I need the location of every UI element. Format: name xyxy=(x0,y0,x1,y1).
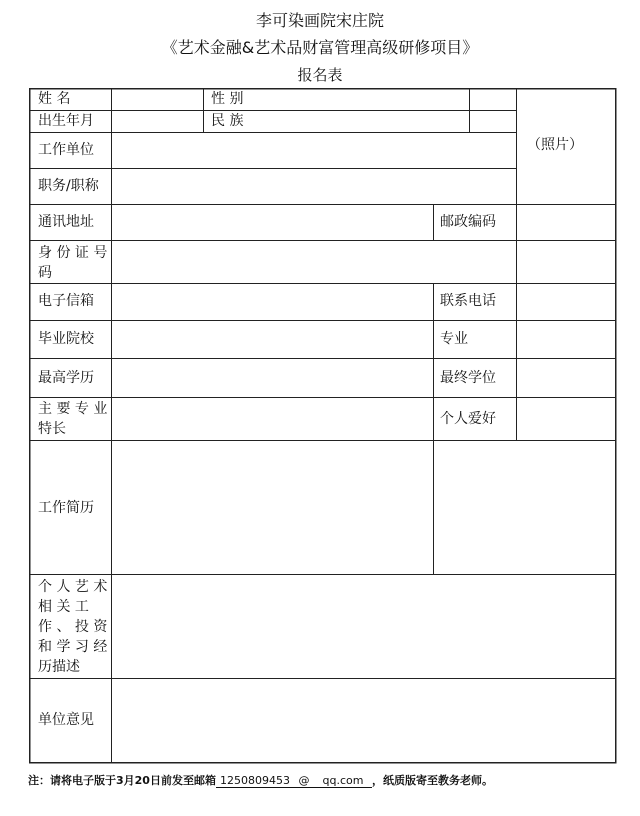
art-experience-label-line2: 相 关 工 xyxy=(38,599,89,615)
address-field[interactable] xyxy=(112,205,433,240)
birth-field[interactable] xyxy=(112,111,203,132)
name-field[interactable] xyxy=(112,89,203,110)
education-field[interactable] xyxy=(112,359,433,397)
postcode-label: 邮政编码 xyxy=(440,214,496,230)
birth-label: 出生年月 xyxy=(38,113,94,129)
note-email-at: @ xyxy=(294,774,314,788)
form-title: 报名表 xyxy=(297,66,343,84)
education-label: 最高学历 xyxy=(38,370,94,386)
id-number-label-line1: 身 份 证 号 xyxy=(38,245,108,261)
opinion-field[interactable] xyxy=(112,679,615,762)
art-experience-label-line1: 个 人 艺 术 xyxy=(38,579,108,595)
specialty-field[interactable] xyxy=(112,398,433,440)
note-email-domain[interactable]: qq.com xyxy=(314,774,372,788)
id-number-label-line2: 码 xyxy=(38,265,52,281)
degree-label: 最终学位 xyxy=(440,370,496,386)
email-label: 电子信箱 xyxy=(38,293,94,309)
degree-field[interactable] xyxy=(517,359,615,397)
major-field[interactable] xyxy=(517,321,615,358)
school-field[interactable] xyxy=(112,321,433,358)
gender-label: 性 别 xyxy=(211,91,244,107)
major-label: 专业 xyxy=(440,331,468,347)
hobby-label: 个人爱好 xyxy=(440,411,496,427)
ethnicity-field[interactable] xyxy=(470,111,516,132)
resume-label: 工作简历 xyxy=(38,500,94,516)
name-label: 姓 名 xyxy=(38,91,71,107)
art-experience-field[interactable] xyxy=(112,575,615,678)
specialty-label-line2: 特长 xyxy=(38,421,66,437)
school-label: 毕业院校 xyxy=(38,331,94,347)
note-email-user[interactable]: 1250809453 xyxy=(216,774,294,788)
email-field[interactable] xyxy=(112,284,433,320)
gender-field[interactable] xyxy=(470,89,516,110)
position-field[interactable] xyxy=(112,169,516,204)
resume-field-left[interactable] xyxy=(112,441,433,574)
phone-label: 联系电话 xyxy=(440,293,496,309)
opinion-label: 单位意见 xyxy=(38,712,94,728)
art-experience-label-line3: 作 、 投 资 xyxy=(38,619,108,635)
program-title: 《艺术金融&艺术品财富管理高级研修项目》 xyxy=(161,38,479,57)
note-suffix: ，纸质版寄至教务老师。 xyxy=(371,774,493,787)
id-number-field[interactable] xyxy=(112,241,615,283)
resume-field-right[interactable] xyxy=(434,441,615,574)
art-experience-label-line4: 和 学 习 经 xyxy=(38,639,108,655)
position-label: 职务/职称 xyxy=(38,178,99,194)
address-label: 通讯地址 xyxy=(38,214,94,230)
art-experience-label-line5: 历描述 xyxy=(38,659,80,675)
photo-placeholder: （照片） xyxy=(527,137,583,153)
ethnicity-label: 民 族 xyxy=(211,113,244,129)
specialty-label-line1: 主 要 专 业 xyxy=(38,401,108,417)
hobby-field[interactable] xyxy=(517,398,615,440)
employer-field[interactable] xyxy=(112,133,516,168)
institution-title: 李可染画院宋庄院 xyxy=(255,11,384,30)
employer-label: 工作单位 xyxy=(38,142,94,158)
submission-note xyxy=(28,772,493,788)
note-prefix: 注：请将电子版于3月20日前发至邮箱 xyxy=(28,774,216,787)
phone-field[interactable] xyxy=(517,284,615,320)
postcode-field[interactable] xyxy=(517,205,615,240)
